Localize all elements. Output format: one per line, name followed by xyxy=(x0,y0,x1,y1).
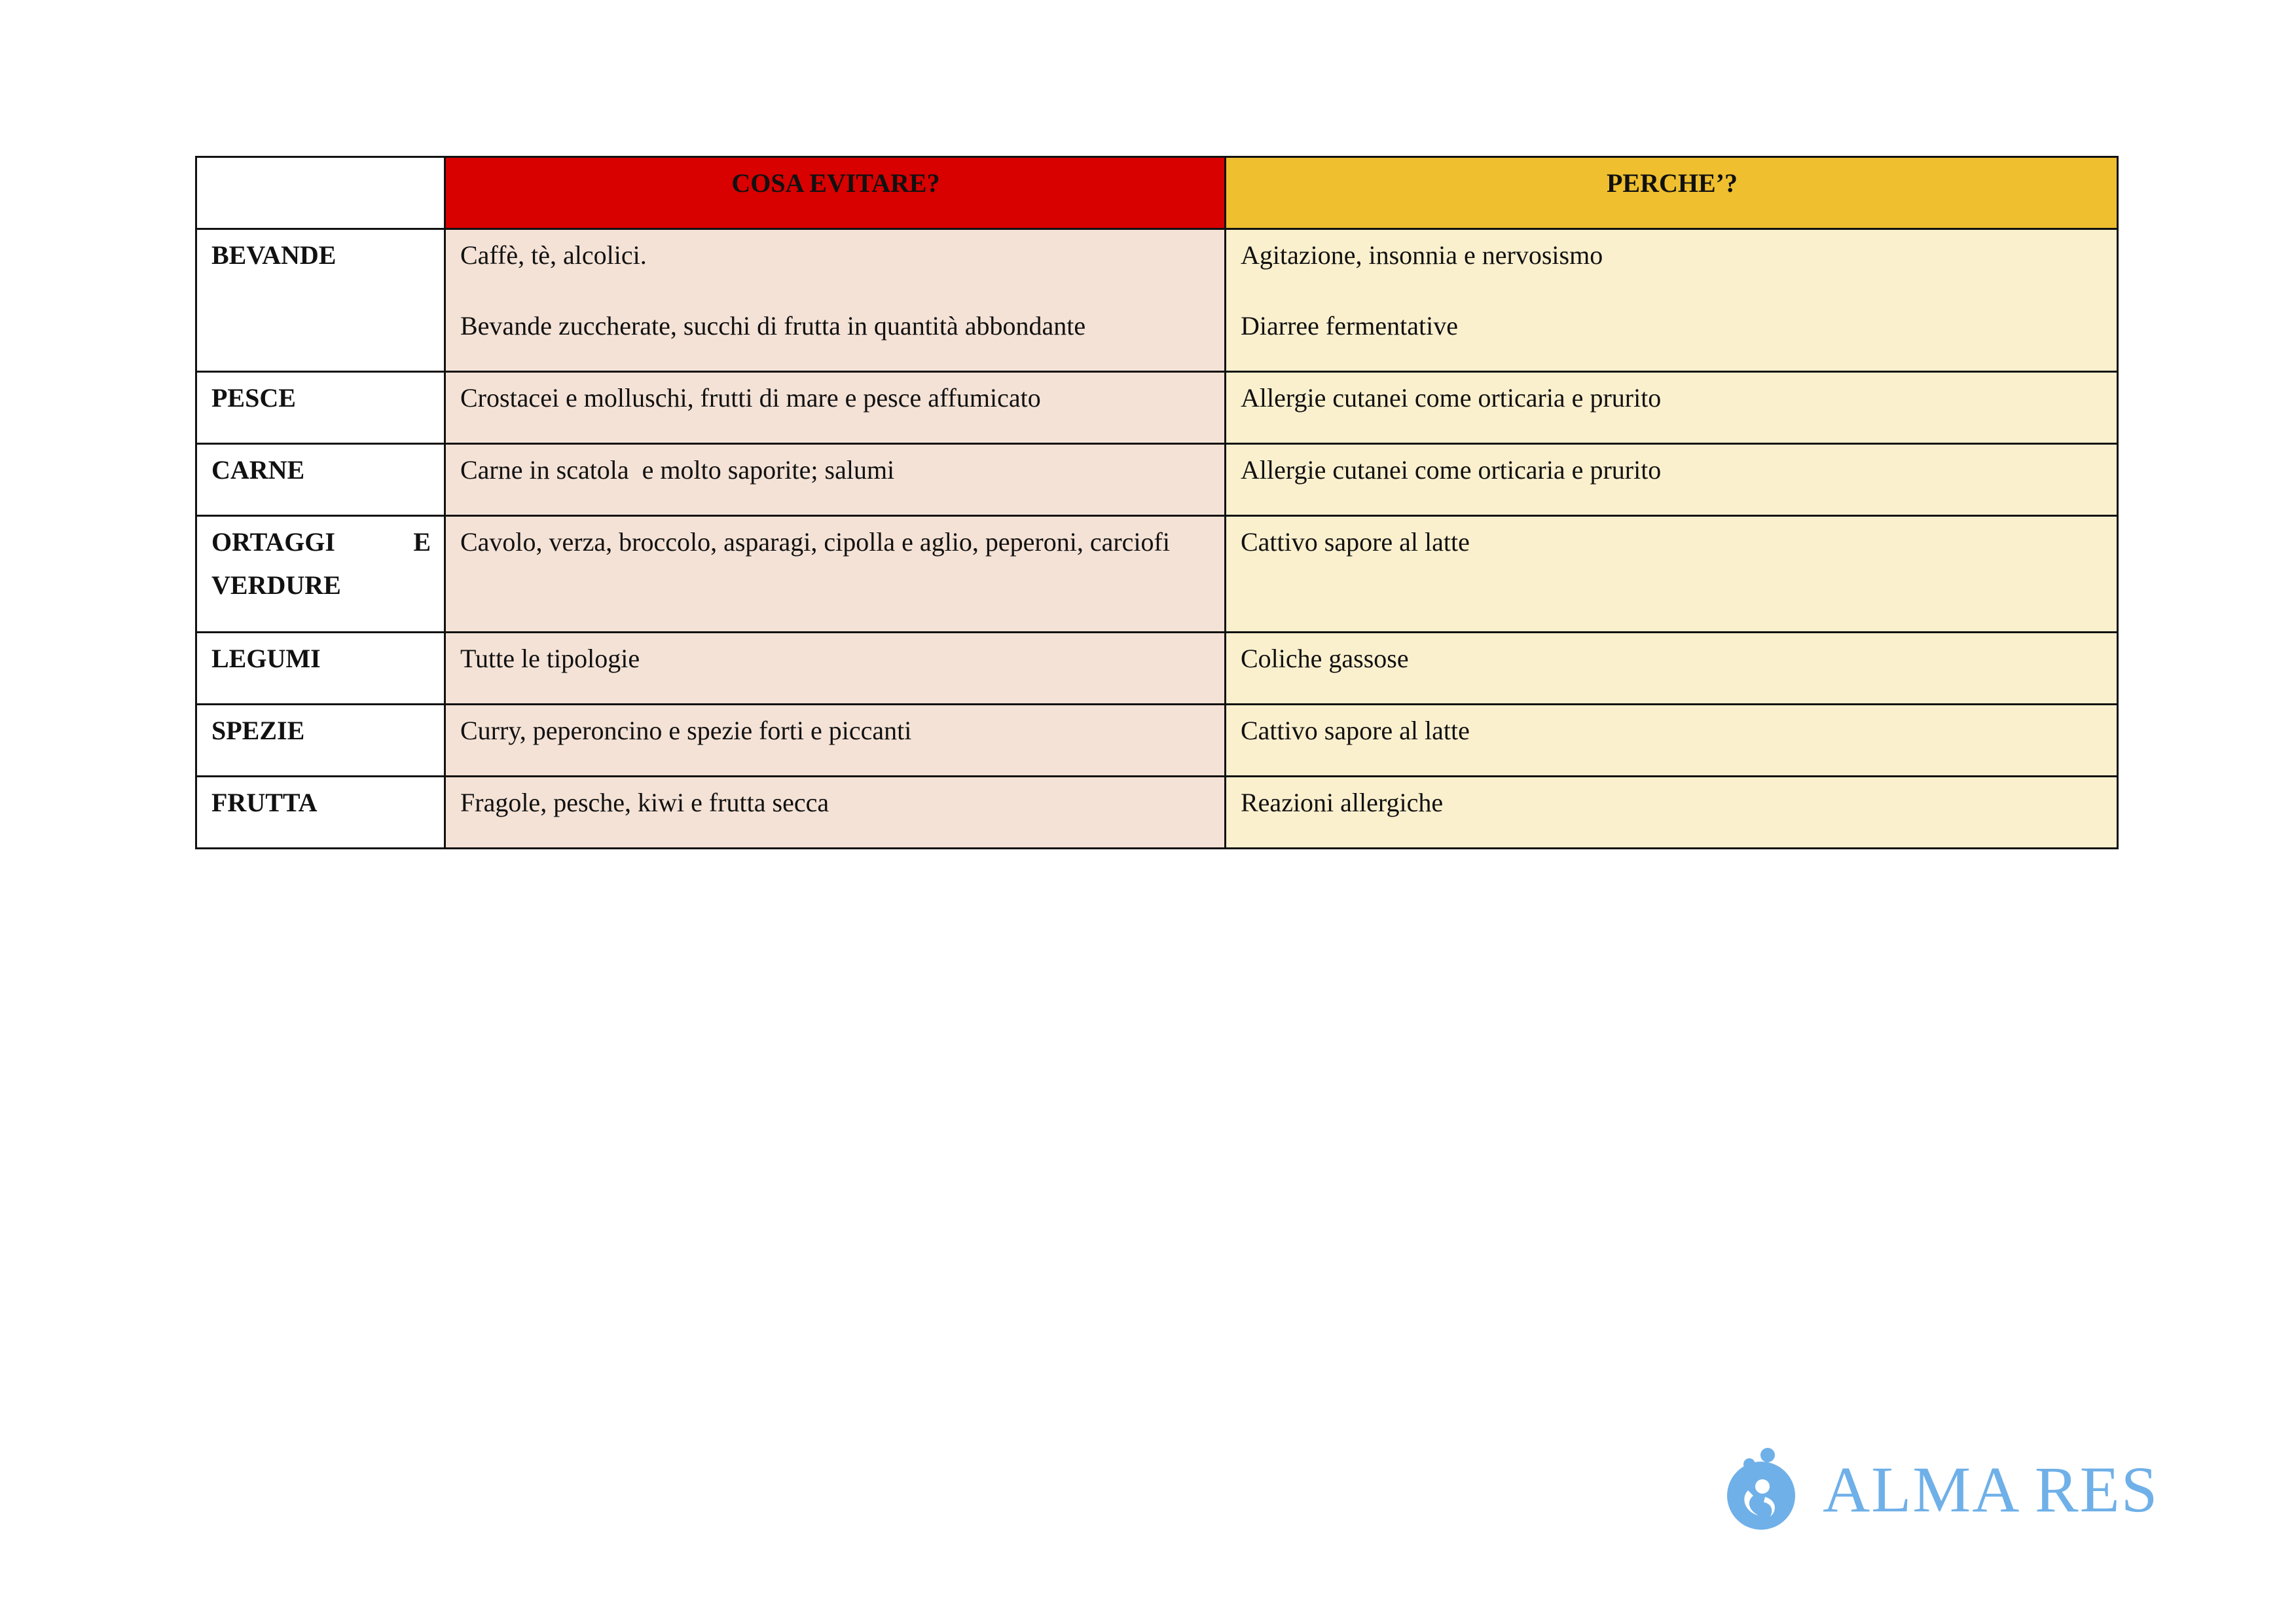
avoid-cell xyxy=(445,633,1226,705)
avoid-text: Cavolo, verza, broccolo, asparagi, cipolla e aglio, peperoni, carciofi xyxy=(460,527,1170,557)
avoid-cell xyxy=(445,444,1226,516)
category-word: E xyxy=(413,527,431,557)
category-first-line xyxy=(211,521,431,564)
avoid-text: Curry, peperoncino e spezie forti e piccanti xyxy=(460,716,912,745)
why-text: Cattivo sapore al latte xyxy=(1241,527,1470,557)
avoid-cell xyxy=(445,705,1226,777)
avoid-text: Crostacei e molluschi, frutti di mare e pesce affumicato xyxy=(460,383,1041,413)
table-row-carne xyxy=(196,444,2118,516)
logo-text: ALMA RES xyxy=(1823,1453,2159,1526)
foods-to-avoid-table xyxy=(195,156,2119,849)
why-text: Allergie cutanei come orticaria e prurito xyxy=(1241,455,1662,485)
table-row-spezie xyxy=(196,705,2118,777)
category-cell: BEVANDE xyxy=(196,229,445,372)
category-cell: CARNE xyxy=(196,444,445,516)
why-text: Agitazione, insonnia e nervosismo xyxy=(1241,240,1603,270)
table-row-ortaggi-verdure xyxy=(196,516,2118,633)
why-text: Cattivo sapore al latte xyxy=(1241,716,1470,745)
why-cell xyxy=(1226,372,2118,444)
category-cell: LEGUMI xyxy=(196,633,445,705)
category-word: VERDURE xyxy=(211,570,341,600)
why-cell xyxy=(1226,516,2118,633)
avoid-cell xyxy=(445,516,1226,633)
why-cell xyxy=(1226,777,2118,849)
avoid-text: Carne in scatola e molto saporite; salumi xyxy=(460,455,895,485)
alma-res-logo xyxy=(1722,1447,2159,1532)
category-cell: SPEZIE xyxy=(196,705,445,777)
why-cell xyxy=(1226,633,2118,705)
avoid-cell xyxy=(445,777,1226,849)
table-row-frutta xyxy=(196,777,2118,849)
why-cell xyxy=(1226,444,2118,516)
why-text: Coliche gassose xyxy=(1241,644,1409,673)
why-cell xyxy=(1226,229,2118,372)
table-row-pesce xyxy=(196,372,2118,444)
table-row-legumi xyxy=(196,633,2118,705)
avoid-cell xyxy=(445,372,1226,444)
why-text: Reazioni allergiche xyxy=(1241,788,1444,817)
category-cell xyxy=(196,516,445,633)
category-cell: PESCE xyxy=(196,372,445,444)
avoid-text: Fragole, pesche, kiwi e frutta secca xyxy=(460,788,829,817)
avoid-cell xyxy=(445,229,1226,372)
avoid-text: Tutte le tipologie xyxy=(460,644,640,673)
header-category-cell xyxy=(196,157,445,229)
why-text: Diarree fermentative xyxy=(1241,311,1459,341)
category-word: ORTAGGI xyxy=(211,527,335,557)
paragraph-gap xyxy=(460,277,1211,304)
table-header-row xyxy=(196,157,2118,229)
paragraph-gap xyxy=(1241,277,2104,304)
header-avoid-cell: COSA EVITARE? xyxy=(445,157,1226,229)
avoid-text: Caffè, tè, alcolici. xyxy=(460,240,647,270)
why-text: Allergie cutanei come orticaria e prurito xyxy=(1241,383,1662,413)
why-cell xyxy=(1226,705,2118,777)
table-row-bevande xyxy=(196,229,2118,372)
category-cell: FRUTTA xyxy=(196,777,445,849)
avoid-text: Bevande zuccherate, succhi di frutta in quantità abbondante xyxy=(460,311,1086,341)
mother-child-icon xyxy=(1722,1447,1800,1532)
header-why-cell: PERCHE’? xyxy=(1226,157,2118,229)
